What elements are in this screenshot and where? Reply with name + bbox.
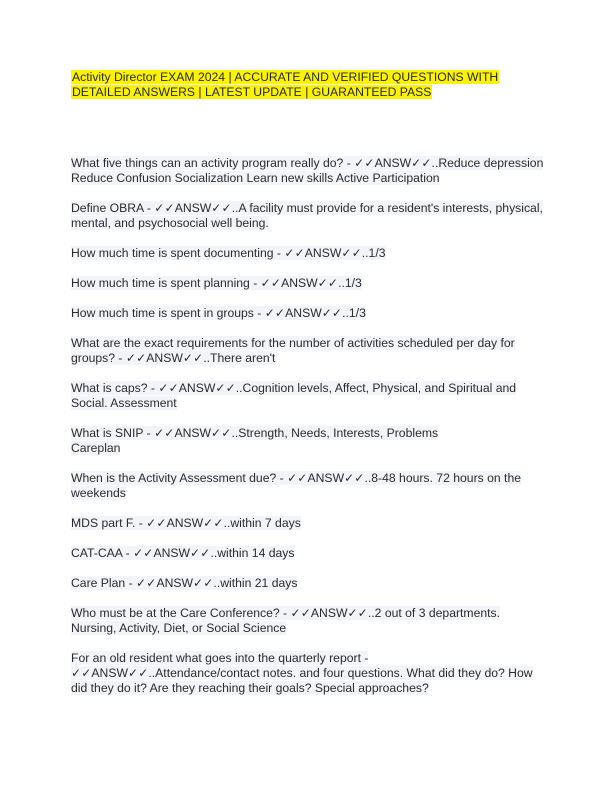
qa-item (71, 576, 551, 591)
qa-item (71, 306, 551, 321)
qa-line: groups? - ✓✓ANSW✓✓..There aren't (71, 351, 276, 365)
title-line: Activity Director EXAM 2024 | ACCURATE AND VERIFIED QUESTIONS WITH (72, 70, 499, 84)
qa-line: Careplan (71, 441, 121, 455)
title-line: DETAILED ANSWERS | LATEST UPDATE | GUARANTEED PASS (72, 85, 432, 99)
qa-line: Nursing, Activity, Diet, or Social Science (71, 621, 287, 635)
qa-item (71, 471, 551, 501)
qa-line: How much time is spent planning - ✓✓ANSW✓✓..1/3 (71, 276, 362, 290)
qa-line: What five things can an activity program really do? - ✓✓ANSW✓✓..Reduce depression (71, 156, 544, 170)
qa-line: Who must be at the Care Conference? - ✓✓ANSW✓✓..2 out of 3 departments. (71, 606, 501, 620)
qa-line: For an old resident what goes into the quarterly report - (71, 651, 369, 665)
qa-line: How much time is spent in groups - ✓✓ANSW✓✓..1/3 (71, 306, 366, 320)
qa-line: Define OBRA - ✓✓ANSW✓✓..A facility must provide for a resident's interests, physical, (71, 201, 543, 215)
qa-item (71, 156, 551, 186)
qa-item (71, 516, 551, 531)
qa-line: CAT-CAA - ✓✓ANSW✓✓..within 14 days (71, 546, 295, 560)
qa-line: How much time is spent documenting - ✓✓ANSW✓✓..1/3 (71, 246, 386, 260)
qa-item (71, 246, 551, 261)
qa-item (71, 336, 551, 366)
document-title (71, 70, 551, 100)
qa-item (71, 201, 551, 231)
qa-item (71, 606, 551, 636)
qa-line: did they do it? Are they reaching their goals? Special approaches? (71, 681, 429, 695)
qa-item (71, 546, 551, 561)
qa-line: Reduce Confusion Socialization Learn new skills Active Participation (71, 171, 440, 185)
qa-item (71, 381, 551, 411)
question-answer-list (71, 156, 551, 711)
qa-line: Social. Assessment (71, 396, 177, 410)
qa-item (71, 651, 551, 696)
qa-line: MDS part F. - ✓✓ANSW✓✓..within 7 days (71, 516, 301, 530)
qa-line: What are the exact requirements for the number of activities scheduled per day for (71, 336, 515, 350)
qa-line: What is SNIP - ✓✓ANSW✓✓..Strength, Needs, Interests, Problems (71, 426, 439, 440)
qa-line: What is caps? - ✓✓ANSW✓✓..Cognition levels, Affect, Physical, and Spiritual and (71, 381, 517, 395)
qa-line: mental, and psychosocial well being. (71, 216, 269, 230)
qa-item (71, 426, 551, 456)
qa-line: weekends (71, 486, 126, 500)
qa-line: When is the Activity Assessment due? - ✓✓ANSW✓✓..8-48 hours. 72 hours on the (71, 471, 522, 485)
qa-item (71, 276, 551, 291)
qa-line: ✓✓ANSW✓✓..Attendance/contact notes. and four questions. What did they do? How (71, 666, 533, 680)
qa-line: Care Plan - ✓✓ANSW✓✓..within 21 days (71, 576, 298, 590)
